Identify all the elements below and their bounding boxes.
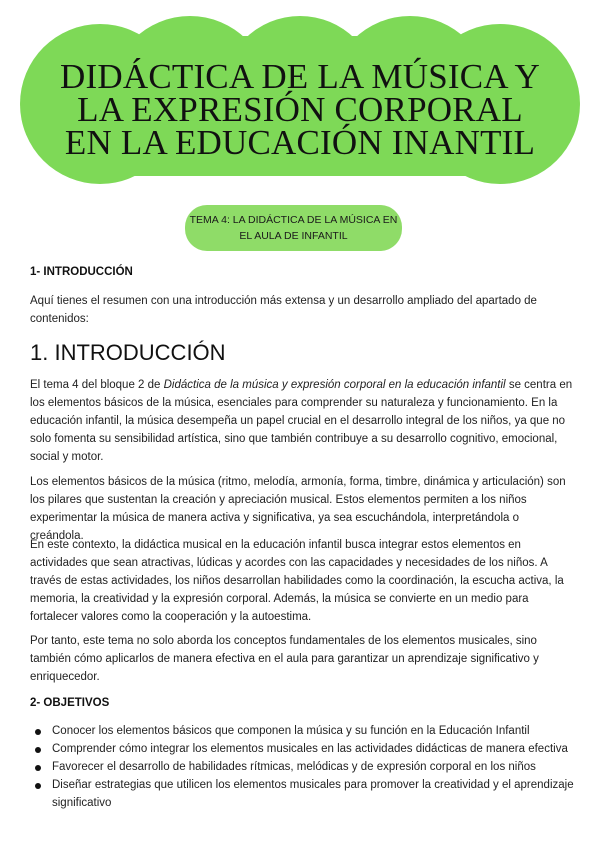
bullet-icon (35, 729, 41, 735)
list-item (30, 722, 575, 740)
list-item (30, 776, 575, 812)
course-title-italic: Didáctica de la música y expresión corporal en la educación infantil (163, 379, 506, 391)
page-title (20, 57, 580, 162)
paragraph-4: Por tanto, este tema no solo aborda los conceptos fundamentales de los elementos musicales, sino también cómo aplicarlos de manera efectiva en el aula para garantizar un aprendizaje significativo y enriquecedor. (30, 635, 539, 683)
paragraph-2: Los elementos básicos de la música (ritmo, melodía, armonía, forma, timbre, dinámica y articulación) son los pilares que sustentan la creación y apreciación musical. Estos elementos permiten a los niños experimentar la música de manera activa y significativa, ya sea escuchándola, interpretándola o creándola. (30, 476, 566, 542)
paragraph-1-rest: se centra en los elementos básicos de la música, esenciales para comprender su naturaleza y funcionamiento. En la educación infantil, la música desempeña un papel crucial en el desarrollo integral de los niños, ya que no solo fomenta su sensibilidad artística, sino que también contribuye a su desarrollo cognitivo, emocional, social y motor. (30, 379, 573, 463)
tema-line-1: TEMA 4: LA DIDÁCTICA DE LA MÚSICA EN (189, 214, 398, 226)
title-line-1: DIDÁCTICA DE LA MÚSICA Y (60, 57, 540, 96)
paragraph-1 (30, 376, 575, 466)
paragraph-3: En este contexto, la didáctica musical en la educación infantil busca integrar estos elementos en actividades que sean atractivas, lúdicas y acordes con las capacidades y necesidades de los niños. A través de estas actividades, los niños desarrollan habilidades como la coordinación, la escucha activa, la memoria, la creatividad y la expresión corporal. Además, la música se convierte en un medio para fortalecer valores como la cooperación y la autoestima. (30, 539, 564, 623)
tema-label (185, 205, 402, 251)
bullet-icon (35, 747, 41, 753)
list-item (30, 758, 575, 776)
title-line-2: LA EXPRESIÓN CORPORAL (77, 90, 523, 129)
bullet-icon (35, 765, 41, 771)
big-heading-introduccion: 1. INTRODUCCIÓN (30, 340, 226, 365)
objectives-list (30, 722, 575, 812)
title-line-3: EN LA EDUCACIÓN INANTIL (64, 123, 536, 162)
list-item-text: Diseñar estrategias que utilicen los elementos musicales para promover la creatividad y el aprendizaje significativo (52, 779, 574, 809)
list-item-text: Favorecer el desarrollo de habilidades rítmicas, melódicas y de expresión corporal en los niños (52, 761, 536, 773)
bullet-icon (35, 783, 41, 789)
paragraph-1-start: El tema 4 del bloque 2 de (30, 379, 164, 391)
title-banner (20, 16, 580, 192)
list-item-text: Comprender cómo integrar los elementos musicales en las actividades didácticas de manera efectiva (52, 743, 568, 755)
list-item (30, 740, 575, 758)
list-item-text: Conocer los elementos básicos que componen la música y su función en la Educación Infantil (52, 725, 530, 737)
section-heading-objetivos: 2- OBJETIVOS (30, 697, 110, 709)
tema-line-2: EL AULA DE INFANTIL (239, 230, 348, 242)
section-heading-introduccion: 1- INTRODUCCIÓN (30, 266, 133, 278)
intro-paragraph: Aquí tienes el resumen con una introducción más extensa y un desarrollo ampliado del apartado de contenidos: (30, 295, 537, 325)
